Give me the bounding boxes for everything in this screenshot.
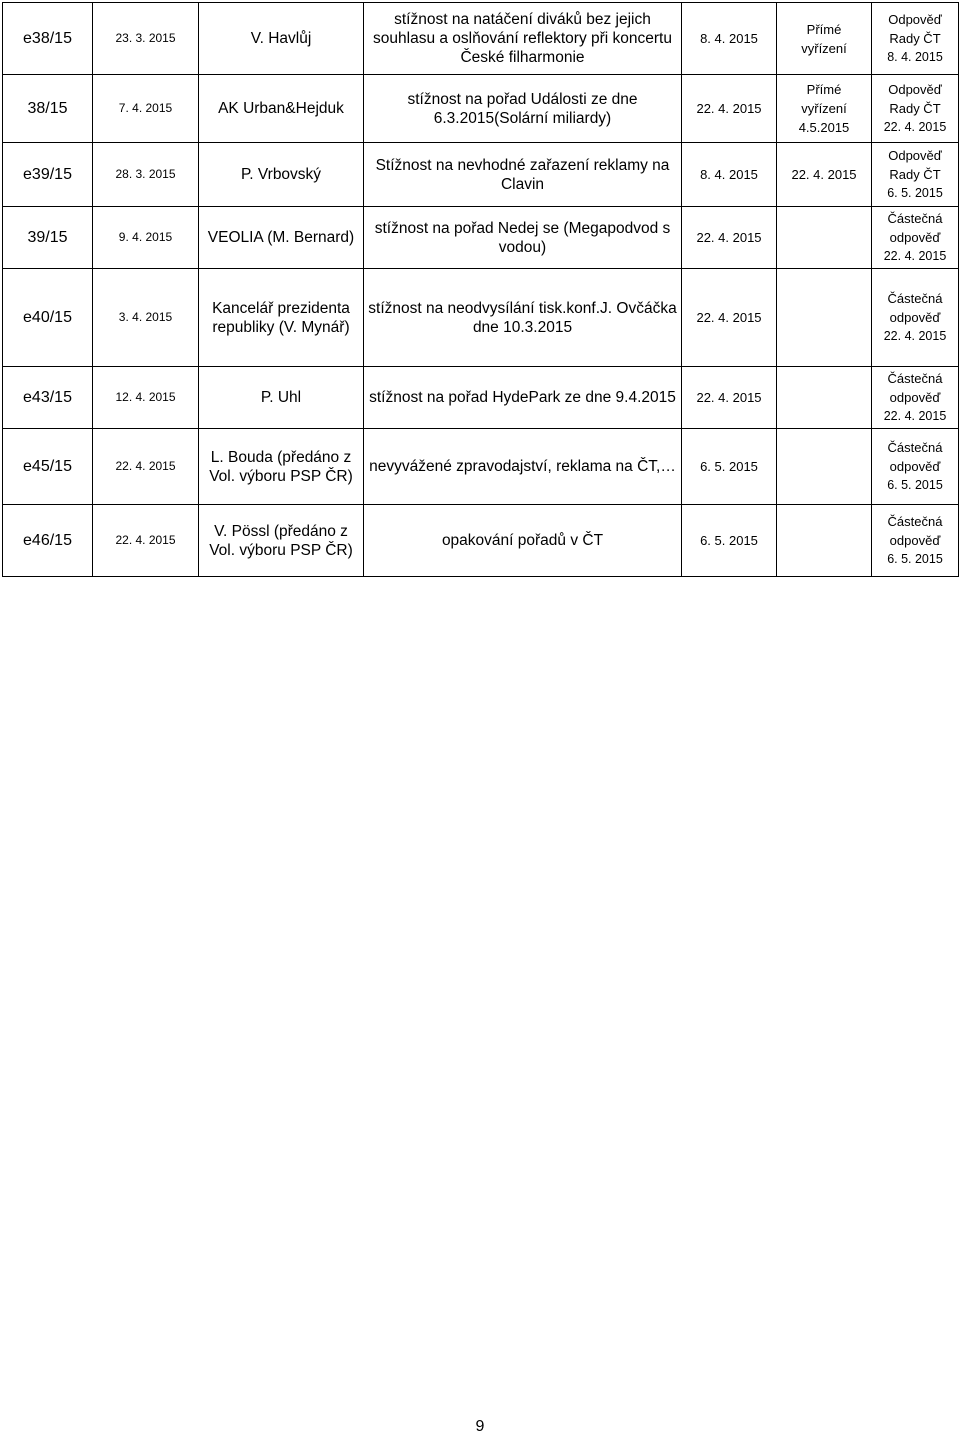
complaint-id: e45/15 [3,429,93,505]
complaint-subject: Stížnost na nevhodné zařazení reklamy na Clavin [364,143,682,207]
result-line: odpověď [889,230,941,245]
result-cell [872,207,959,269]
table-row [3,269,959,367]
complaint-id: e39/15 [3,143,93,207]
result-line: Částečná [887,211,943,226]
complainant: Kancelář prezidenta republiky (V. Mynář) [199,269,364,367]
received-date: 9. 4. 2015 [93,207,199,269]
received-date: 3. 4. 2015 [93,269,199,367]
answered-line: vyřízení [801,101,847,116]
result-line: Částečná [887,291,943,306]
result-line: Rady ČT [889,101,941,116]
page-number: 9 [475,1418,485,1435]
result-date: 6. 5. 2015 [887,552,943,566]
complainant: P. Uhl [199,367,364,429]
result-line: Odpověď [888,82,942,97]
answered-line: vyřízení [801,40,847,56]
complaint-subject: stížnost na pořad HydePark ze dne 9.4.2015 [364,367,682,429]
forwarded-date: 22. 4. 2015 [682,367,777,429]
forwarded-date: 22. 4. 2015 [682,207,777,269]
complaint-subject: stížnost na natáčení diváků bez jejich souhlasu a oslňování reflektory při koncertu České filharmonie [364,3,682,75]
complaint-id: e46/15 [3,505,93,577]
result-line: odpověď [889,310,941,325]
result-cell [872,3,959,75]
table-row [3,429,959,505]
forwarded-date: 22. 4. 2015 [682,269,777,367]
complaint-id: 39/15 [3,207,93,269]
complainant: V. Havlůj [199,3,364,75]
complaint-id: e43/15 [3,367,93,429]
result-cell [872,75,959,143]
answered-status [777,75,872,143]
result-date: 22. 4. 2015 [883,120,947,134]
result-cell [872,367,959,429]
complaint-id: e38/15 [3,3,93,75]
received-date: 22. 4. 2015 [93,429,199,505]
result-line: Rady ČT [889,167,941,182]
result-line: Odpověď [888,12,942,27]
answered-status [777,3,872,75]
received-date: 7. 4. 2015 [93,75,199,143]
result-date: 6. 5. 2015 [887,478,943,492]
answered-line: Přímé [806,21,842,37]
result-cell [872,143,959,207]
complainant: VEOLIA (M. Bernard) [199,207,364,269]
forwarded-date: 6. 5. 2015 [682,505,777,577]
complaint-subject: nevyvážené zpravodajství, reklama na ČT,… [364,429,682,505]
complainant: L. Bouda (předáno z Vol. výboru PSP ČR) [199,429,364,505]
complaint-subject: opakování pořadů v ČT [364,505,682,577]
complaint-id: 38/15 [3,75,93,143]
received-date: 28. 3. 2015 [93,143,199,207]
result-line: Rady ČT [889,31,941,46]
table-row [3,3,959,75]
result-date: 22. 4. 2015 [883,249,947,263]
result-date: 22. 4. 2015 [883,409,947,423]
table-row [3,207,959,269]
answered-status [777,367,872,429]
result-date: 8. 4. 2015 [887,50,943,64]
result-line: odpověď [889,533,941,548]
forwarded-date: 22. 4. 2015 [682,75,777,143]
result-line: Částečná [887,514,943,529]
result-date: 6. 5. 2015 [887,186,943,200]
complainant: AK Urban&Hejduk [199,75,364,143]
received-date: 12. 4. 2015 [93,367,199,429]
result-line: odpověď [889,459,941,474]
complainant: V. Pössl (předáno z Vol. výboru PSP ČR) [199,505,364,577]
answered-line: 4.5.2015 [798,120,850,135]
result-line: Částečná [887,371,943,386]
table-row [3,143,959,207]
table-row [3,505,959,577]
answered-line: Přímé [806,82,842,97]
table-row [3,75,959,143]
result-cell [872,429,959,505]
result-date: 22. 4. 2015 [883,329,947,343]
answered-status [777,505,872,577]
forwarded-date: 6. 5. 2015 [682,429,777,505]
complaint-subject: stížnost na pořad Nedej se (Megapodvod s vodou) [364,207,682,269]
answered-status [777,269,872,367]
forwarded-date: 8. 4. 2015 [682,143,777,207]
answered-status [777,429,872,505]
result-line: Částečná [887,440,943,455]
result-cell [872,505,959,577]
complaints-table [2,2,959,577]
complainant: P. Vrbovský [199,143,364,207]
complaint-subject: stížnost na pořad Události ze dne 6.3.2015(Solární miliardy) [364,75,682,143]
result-line: Odpověď [888,148,942,163]
result-line: odpověď [889,390,941,405]
received-date: 22. 4. 2015 [93,505,199,577]
result-cell [872,269,959,367]
forwarded-date: 8. 4. 2015 [682,3,777,75]
complaint-subject: stížnost na neodvysílání tisk.konf.J. Ovčáčka dne 10.3.2015 [364,269,682,367]
table-row [3,367,959,429]
answered-status [777,207,872,269]
complaint-id: e40/15 [3,269,93,367]
answered-status: 22. 4. 2015 [777,143,872,207]
received-date: 23. 3. 2015 [93,3,199,75]
